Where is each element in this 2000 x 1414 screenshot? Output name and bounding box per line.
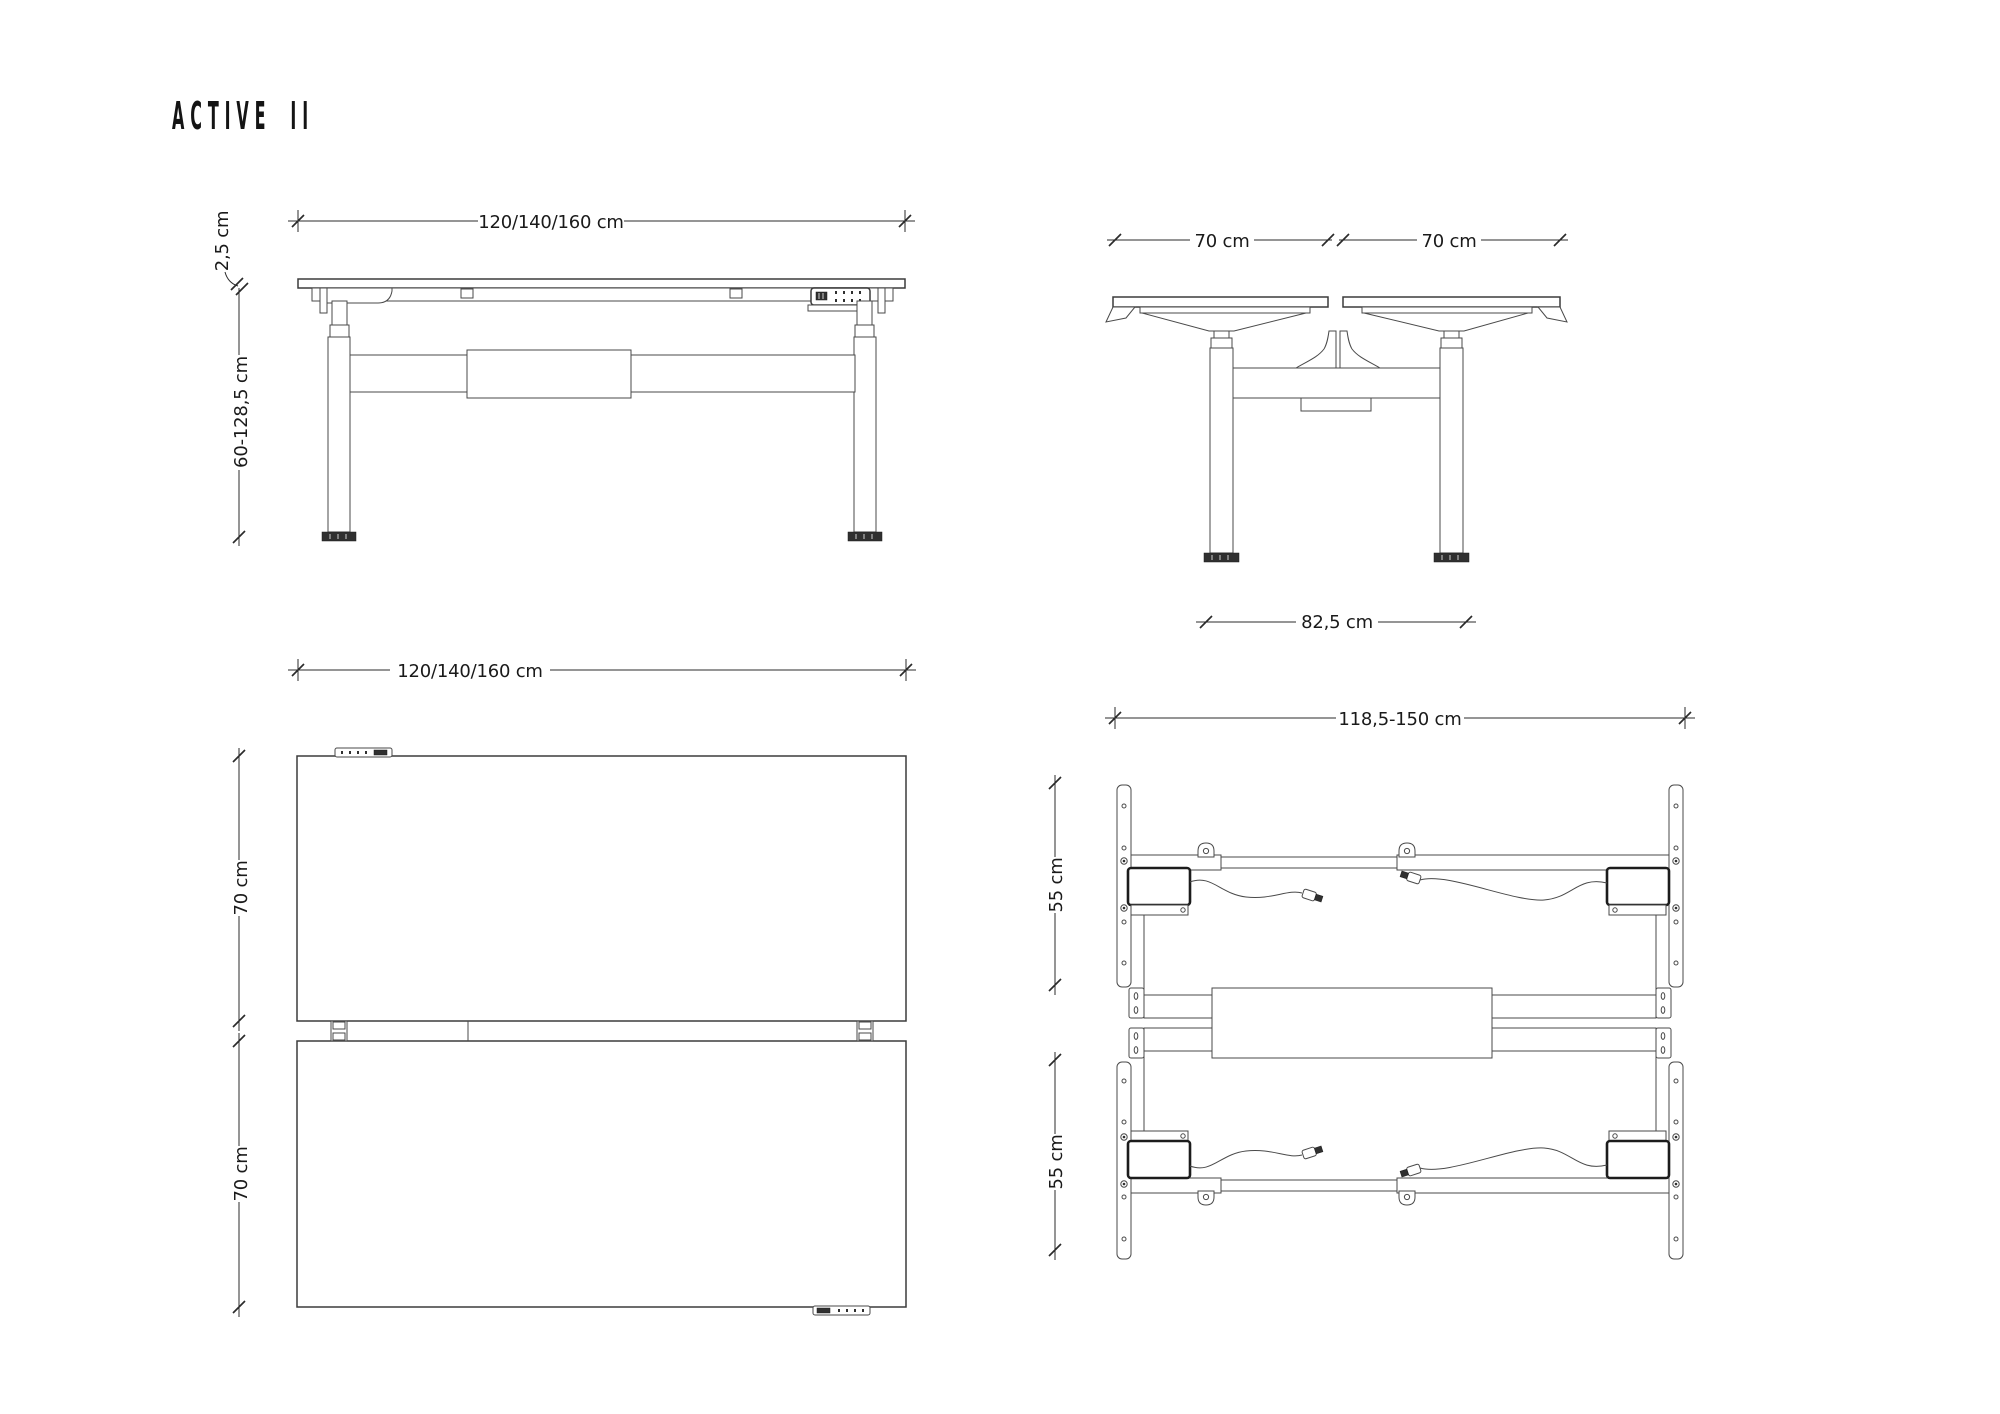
- side-left-underplate: [1140, 307, 1310, 313]
- cable-connector: [1400, 1164, 1422, 1179]
- control-display: [816, 292, 827, 300]
- front-thickness-dimension: [212, 211, 248, 295]
- front-underframe-rail: [312, 288, 893, 301]
- side-right-depth-label: 70 cm: [1421, 231, 1477, 252]
- side-crossbeam: [1233, 368, 1440, 398]
- side-left-leg: [1204, 331, 1239, 562]
- front-height-label: 60-128,5 cm: [231, 356, 252, 468]
- side-right-underplate: [1362, 307, 1532, 313]
- frame-right-rail-upper: [1669, 785, 1683, 987]
- plan-lower-depth-dimension: [231, 1033, 252, 1317]
- side-right-end-cap: [1538, 307, 1567, 322]
- front-left-hanger-plate: [320, 288, 327, 313]
- side-center-divider-right: [1340, 331, 1380, 368]
- frame-bottom-beam: [1131, 1178, 1669, 1205]
- side-right-support-bracket: [1364, 313, 1528, 331]
- plan-gap-connectors: [331, 1021, 873, 1041]
- frame-width-dimension: [1105, 707, 1695, 730]
- side-left-depth-dimension: [1107, 231, 1334, 252]
- side-left-desktop: [1113, 297, 1328, 307]
- front-right-foot: [848, 532, 882, 541]
- mount-eyelet: [1399, 1191, 1415, 1205]
- plan-upper-desktop: [297, 756, 906, 1021]
- plan-width-dimension: [288, 659, 916, 682]
- front-width-dimension: [288, 210, 915, 233]
- plan-lower-desktop: [297, 1041, 906, 1307]
- tabletop-plan-view: [231, 659, 916, 1317]
- side-right-depth-dimension: [1337, 231, 1568, 252]
- frame-lower-depth-dimension: [1046, 1052, 1067, 1260]
- frame-motor-box-upper-right: [1607, 868, 1669, 915]
- frame-cable-upper-left: [1190, 880, 1323, 903]
- front-thickness-label: 2,5 cm: [212, 210, 233, 272]
- side-left-support-bracket: [1142, 313, 1306, 331]
- side-left-end-cap: [1106, 307, 1135, 322]
- frame-motor-box-lower-right: [1607, 1131, 1669, 1178]
- frame-right-rail-lower: [1669, 1062, 1683, 1259]
- side-cable-tray: [1301, 398, 1371, 411]
- cable-connector: [1400, 870, 1422, 885]
- frame-cable-lower-left: [1190, 1145, 1323, 1168]
- mount-eyelet: [1399, 843, 1415, 857]
- front-rail-clip-left: [461, 289, 473, 298]
- side-left-depth-label: 70 cm: [1194, 231, 1250, 252]
- mount-eyelet: [1198, 1191, 1214, 1205]
- front-right-leg: [848, 301, 882, 541]
- front-right-hanger-plate: [878, 288, 885, 313]
- front-width-label: 120/140/160 cm: [478, 212, 624, 233]
- side-right-desktop: [1343, 297, 1560, 307]
- frame-motor-box-upper-left: [1128, 868, 1190, 915]
- side-feet-span-label: 82,5 cm: [1301, 612, 1373, 633]
- side-right-leg: [1434, 331, 1469, 562]
- front-crossbar-center-box: [467, 350, 631, 398]
- frame-middle-crossbar: [1144, 988, 1656, 1058]
- plan-upper-depth-label: 70 cm: [231, 860, 252, 916]
- mount-eyelet: [1198, 843, 1214, 857]
- front-height-dimension: [231, 288, 252, 546]
- frame-cable-upper-right: [1400, 870, 1607, 901]
- plan-upper-depth-dimension: [231, 748, 252, 1031]
- frame-motor-box-lower-left: [1128, 1131, 1190, 1178]
- frame-upper-depth-dimension: [1046, 775, 1067, 995]
- plan-lower-depth-label: 70 cm: [231, 1146, 252, 1202]
- frame-lower-depth-label: 55 cm: [1046, 1134, 1067, 1190]
- plan-lower-control-panel: [813, 1306, 870, 1315]
- frame-upper-depth-label: 55 cm: [1046, 857, 1067, 913]
- cable-connector: [1302, 889, 1324, 904]
- side-right-foot: [1434, 553, 1469, 562]
- side-elevation-view: [1106, 231, 1568, 633]
- front-left-leg: [322, 301, 356, 541]
- control-display: [817, 1308, 830, 1313]
- frame-cable-lower-right: [1400, 1148, 1607, 1179]
- side-center-divider-left: [1296, 331, 1336, 368]
- control-display: [374, 750, 387, 755]
- side-left-foot: [1204, 553, 1239, 562]
- frame-plan-view: [1046, 707, 1695, 1260]
- frame-top-beam: [1131, 843, 1669, 870]
- side-feet-span-dimension: [1196, 612, 1476, 633]
- drawing-title: ACTIVE II: [172, 94, 315, 138]
- frame-crossbar-center-box: [1212, 988, 1492, 1058]
- front-rail-clip-right: [730, 289, 742, 298]
- front-elevation-view: [212, 210, 915, 546]
- plan-width-label: 120/140/160 cm: [397, 661, 543, 682]
- frame-width-label: 118,5-150 cm: [1338, 709, 1462, 730]
- cable-connector: [1302, 1145, 1324, 1160]
- plan-upper-control-panel: [335, 748, 392, 757]
- front-left-foot: [322, 532, 356, 541]
- front-tabletop: [298, 279, 905, 288]
